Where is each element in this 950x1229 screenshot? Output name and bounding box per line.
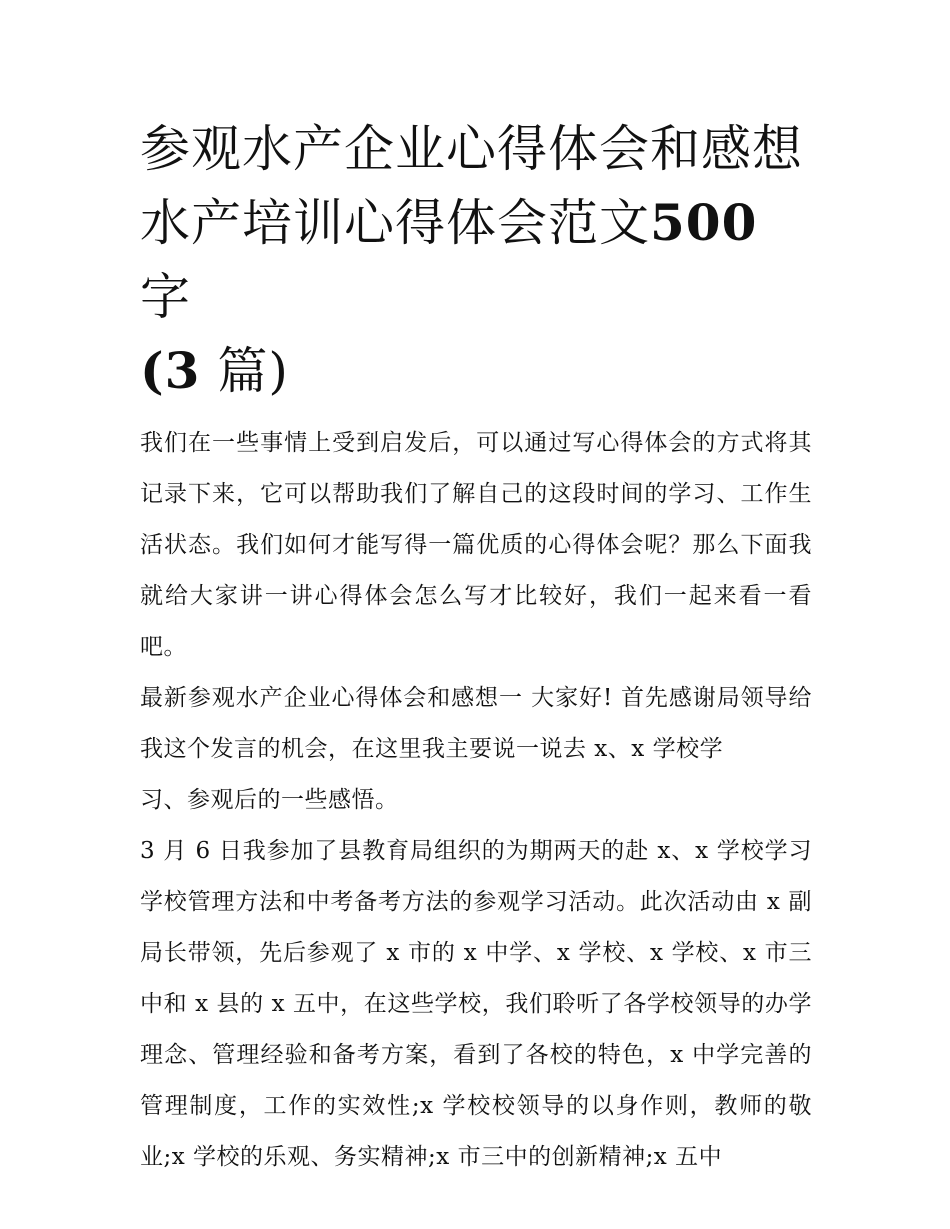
title-word-count: 500 (650, 193, 758, 252)
intro-paragraph: 我们在一些事情上受到启发后，可以通过写心得体会的方式将其记录下来，它可以帮助我们了解自己的这段时间的学习、工作生活状态。我们如何才能写得一篇优质的心得体会呢？那么下面我就给大家讲一讲心得体会怎么写才比较好，我们一起来看一看吧。 (140, 430, 812, 660)
title-line-2-suffix: 字 (140, 268, 191, 326)
document-title (140, 112, 812, 408)
document-page (140, 112, 812, 1183)
speech-opening-continuation: 习、参观后的一些感悟。 (140, 787, 399, 813)
visit-details-paragraph: 3 月 6 日我参加了县教育局组织的为期两天的赴 x、x 学校学习学校管理方法和中考备考方法的参观学习活动。此次活动由 x 副局长带领，先后参观了 x 市的 x 中学、x 学校、x 学校、x 市三中和 x 县的 x 五中，在这些学校，我们聆听了各学校领导的办学理念、管理经验和备考方案，看到了各校的特色，x 中学完善的管理制度，工作的实效性;x 学校校领导的以身作则，教师的敬业;x 学校的乐观、务实精神;x 市三中的创新精神;x 五中 (140, 838, 812, 1170)
title-line-1: 参观水产企业心得体会和感想 (140, 120, 803, 178)
title-paren-close: 篇) (217, 342, 289, 400)
title-line-2-text: 水产培训心得体会范文 (140, 194, 650, 252)
title-paren-open: ( (140, 341, 165, 400)
title-article-count: 3 (164, 341, 201, 400)
speech-opening-paragraph: 最新参观水产企业心得体会和感想一 大家好! 首先感谢局领导给我这个发言的机会，在这里我主要说一说去 x、x 学校学 (140, 685, 812, 762)
